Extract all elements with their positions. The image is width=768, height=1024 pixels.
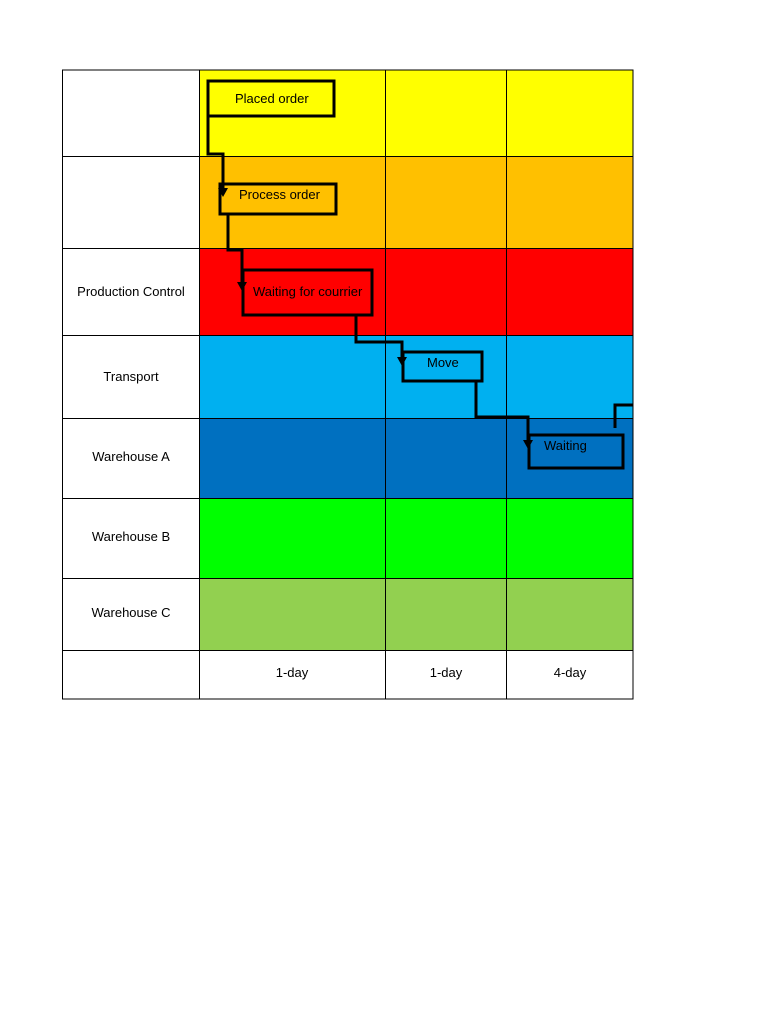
duration-label-2: 1-day [429,665,463,680]
lane-fill-4 [200,335,633,418]
duration-labels [276,665,587,680]
step-label-waiting: Waiting [544,438,587,453]
lane-label-warehouse-a: Warehouse A [92,449,170,464]
duration-label-3: 4-day [553,665,587,680]
lane-fill-7 [200,578,633,650]
lane-fill-2 [200,156,633,248]
duration-label-1: 1-day [275,665,309,680]
lane-fill-5 [200,418,633,498]
lane-fill-6 [200,498,633,578]
step-label-move: Move [427,355,459,370]
lane-labels [77,284,185,620]
step-label-process-order: Process order [239,187,320,202]
lane-label-warehouse-c: Warehouse C [91,605,171,620]
lane-fill-1 [200,70,633,156]
lane-label-production-control: Production Control [77,284,185,299]
lane-label-transport: Transport [103,369,159,384]
step-label-placed-order: Placed order [235,91,309,106]
lane-label-warehouse-b: Warehouse B [91,529,171,544]
step-label-waiting-for-courrier: Waiting for courrier [253,284,363,299]
